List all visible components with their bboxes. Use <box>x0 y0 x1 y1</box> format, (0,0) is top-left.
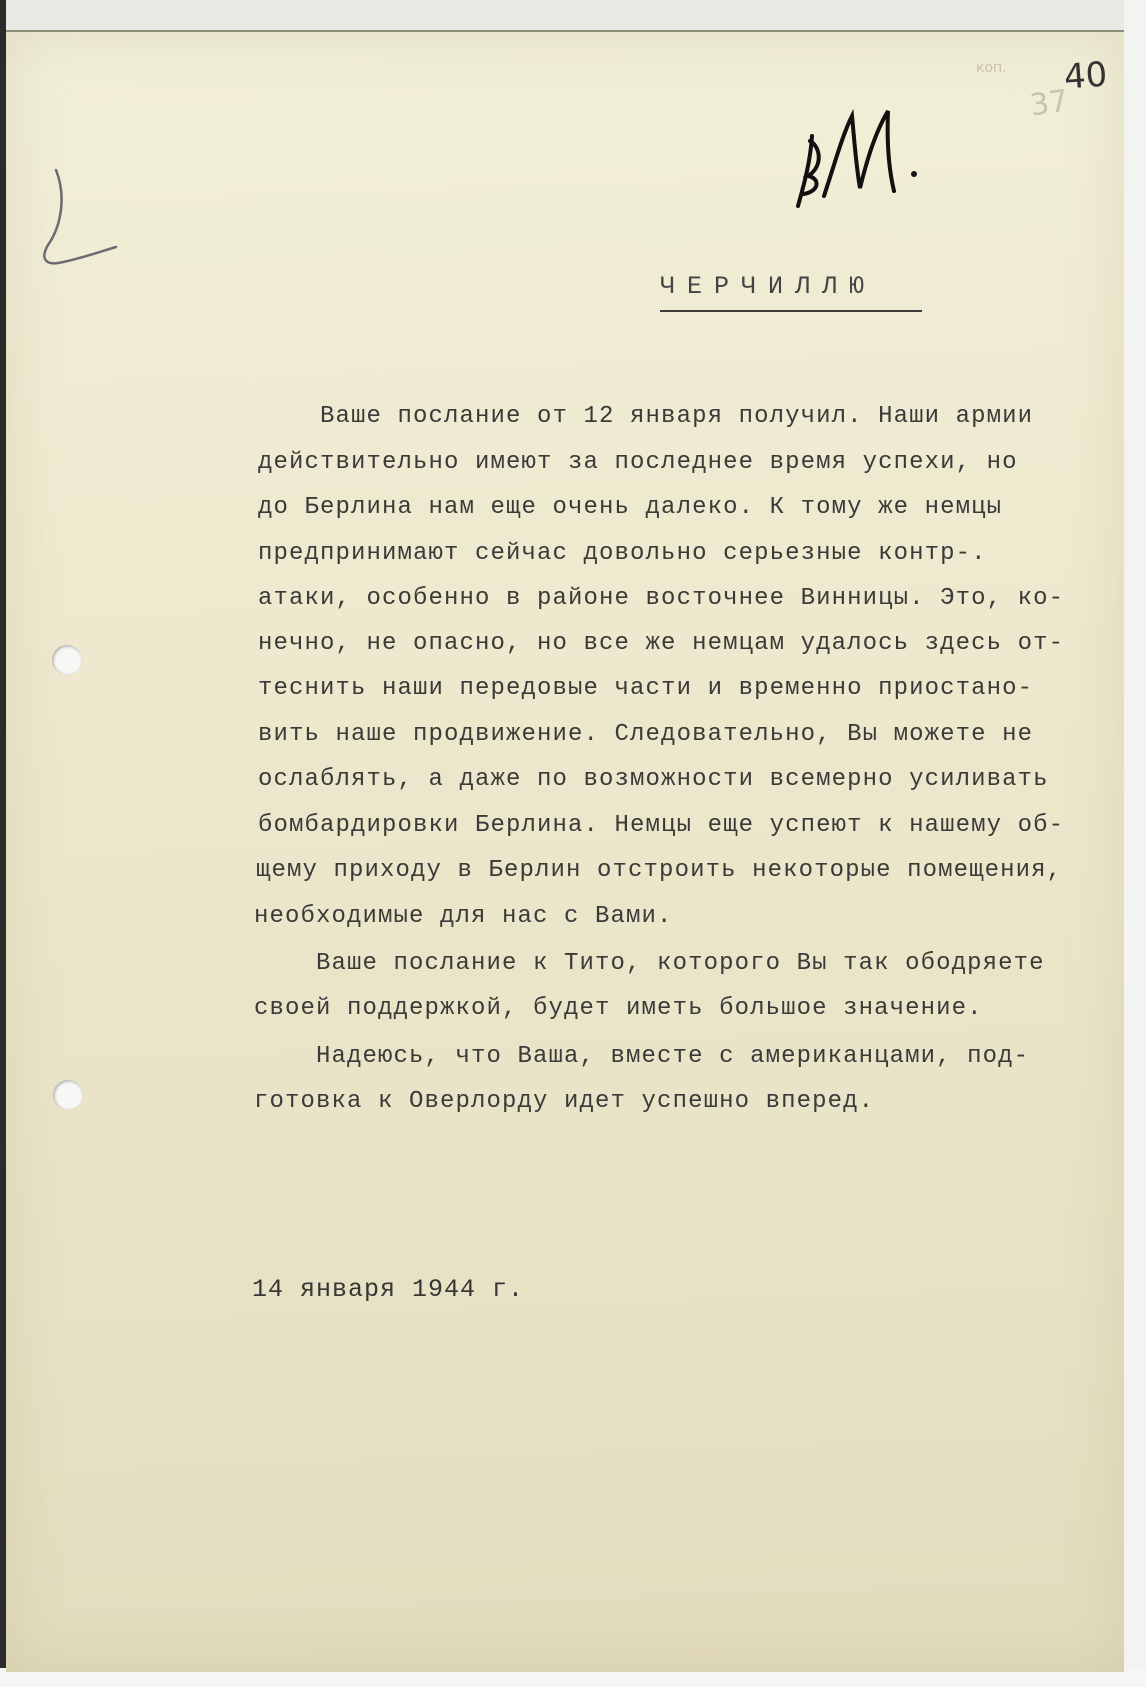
margin-pencil-mark <box>36 165 126 275</box>
letter-line: до Берлина нам еще очень далеко. К тому же немцы <box>258 494 1003 521</box>
addressee-heading: ЧЕРЧИЛЛЮ <box>660 272 922 312</box>
letter-line: Ваше послание от 12 января получил. Наши армии <box>258 403 1034 430</box>
punch-hole-top <box>52 645 82 675</box>
document-sheet <box>6 30 1124 1672</box>
handwritten-initials <box>790 96 930 216</box>
crossed-folio-number: 37 <box>1027 83 1071 124</box>
letter-line: своей поддержкой, будет иметь большое значение. <box>254 995 983 1022</box>
letter-line: готовка к Оверлорду идет успешно вперед. <box>254 1088 875 1115</box>
faint-stamp-text: коп. <box>976 60 1007 76</box>
letter-line: теснить наши передовые части и временно приостано- <box>258 675 1034 702</box>
letter-line: необходимые для нас с Вами. <box>254 903 673 930</box>
letter-line: атаки, особенно в районе восточнее Винницы. Это, ко- <box>258 585 1065 612</box>
letter-date: 14 января 1944 г. <box>252 1275 525 1304</box>
letter-line: Надеюсь, что Ваша, вместе с американцами, под- <box>254 1043 1030 1070</box>
scan-edge-right <box>1124 0 1146 1687</box>
letter-line: Ваше послание к Тито, которого Вы так ободряете <box>254 950 1045 977</box>
letter-line: предпринимают сейчас довольно серьезные контр-. <box>258 540 987 567</box>
punch-hole-bottom <box>53 1080 83 1110</box>
letter-line: ослаблять, а даже по возможности всемерно усиливать <box>258 766 1049 793</box>
letter-line: нечно, не опасно, но все же немцам удалось здесь от- <box>258 630 1065 657</box>
letter-line: бомбардировки Берлина. Немцы еще успеют к нашему об- <box>258 812 1065 839</box>
letter-line: действительно имеют за последнее время успехи, но <box>258 449 1018 476</box>
letter-line: вить наше продвижение. Следовательно, Вы можете не <box>258 721 1034 748</box>
folio-number: 40 <box>1062 54 1109 98</box>
letter-line: щему приходу в Берлин отстроить некоторые помещения, <box>256 857 1063 884</box>
